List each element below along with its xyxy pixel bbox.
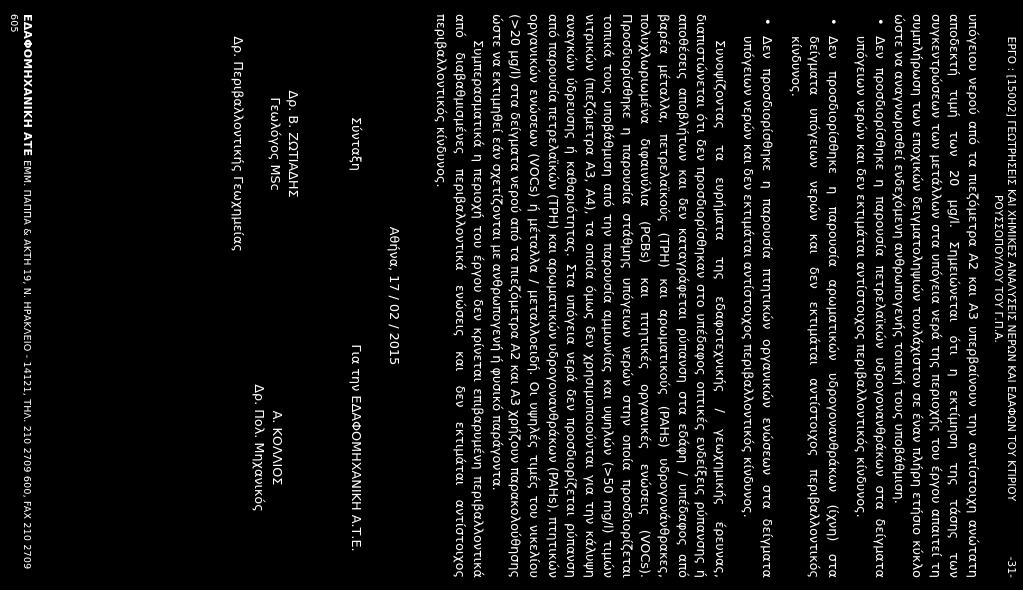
summary-paragraph: Συνοψίζοντας τα ευρήματα της εδαφοτεχνικής / γεωχημικής έρευνας, διαπιστώνεται ότι δεν προσδιορίσθηκαν στο υπέδαφος οπτικές ενδείξεις ρύπανσης ή αποθέσεις αποβλήτων και δεν καταγράφεται ρύπανση στα εδάφη / υπέδαφος από βαρέα μέταλλα, πετρελαϊκούς (TPH) και αρωματικούς (PAHs) υδρογονάνθρακες, πολυχλωριωμένα διφαινύλια (PCBs) και πτητικές οργανικές ενώσεις (VOCs). Προσδιορίσθηκε η παρουσία στάθμης υπόγειων νερών στην οποία προσδιορίζεται τοπικά τους υποβάθμιση από την παρουσία αμμωνίας και υψηλών (>50 mg/l) τιμών νιτρικών (πιεζόμετρα Α3, Α4), τα οποία όμως δεν χρησιμοποιούνται για την κάλυψη αναγκών ύδρευσης ή καθαριότητας. Στα υπόγεια νερά δεν προσδιορίζεται ρύπανση από παρουσία πετρελαϊκών (TPH) και αρωματικών υδρογονανθράκων (PAHs), πτητικών οργανικών ενώσεων (VOCs) ή μέταλλα / μεταλλοειδή. Οι υψηλές τιμές του νικελίου (>20 μg/l) στα δείγματα νερού από τα πιεζόμετρα Α2 και Α3 χρήζουν παρακολούθησης ώστε να εκτιμηθεί εάν σχετίζονται με ανθρωπογενή ή φυσικό παράγοντα. <box>488 14 727 578</box>
compiled-label: Σύνταξη <box>347 116 363 172</box>
conclusion-paragraph: Συμπερασματικά η περιοχή του έργου δεν κρίνεται επιβαρυμένη περιβαλλοντικά από διαβαθμισμένες περιβαλλοντικά ενώσεις και δεν εκτιμάται αντίστοιχος περιβαλλοντικός κίνδυνος. <box>432 14 486 578</box>
signatory-title: Δρ. Περιβαλλοντικής Γεωχημείας <box>230 36 245 252</box>
finding-item: • Δεν προσδιορίσθηκε η παρουσία πτητικών οργανικών ενώσεων στα δείγματα υπόγειων νερών και δεν εκτιμάται αντίστοιχος περιβαλλοντικός κίνδυνος. <box>738 14 775 578</box>
signatory-title: Γεωλόγος MSc <box>266 97 282 191</box>
page-footer <box>8 14 34 590</box>
place-date: Αθήνα, 17 / 02 / 2015 <box>386 226 402 366</box>
page-number: -31- <box>1005 556 1017 578</box>
footer-company: ΕΔΑΦΟΜΗΧΑΝΙΚΗ ΑΤΕ <box>21 14 34 157</box>
finding-item: • Δεν προσδιορίσθηκε η παρουσία αρωματικών υδρογονανθράκων (ίχνη) στα δείγματα υπόγειων νερών και δεν εκτιμάται αντίστοιχος περιβαλλοντικός κίνδυνος. <box>785 14 841 578</box>
page-header <box>991 14 1017 578</box>
signatory-name: Δρ. Β. ΖΩΤΙΑΔΗΣ <box>285 90 301 198</box>
finding-item: • Δεν προσδιορίσθηκε η παρουσία πετρελαϊκών υδρογονανθράκων στα δείγματα υπόγειων νερών και δεν εκτιμάται αντίστοιχος περιβαλλοντικός κίνδυνος. <box>851 14 888 578</box>
signature-left <box>227 14 363 274</box>
company-for-label: Για την ΕΔΑΦΟΜΗΧΑΝΙΚΗ Α.Τ.Ε. <box>347 344 363 552</box>
signature-right <box>227 318 363 578</box>
intro-paragraph: υπόγειου νερού από τα πιεζόμετρα Α2 και Α3 υπερβαίνουν την αντίστοιχη ανώτατη αποδεκτή τιμή των 20 μg/l. Σημειώνεται ότι η εκτίμηση της τάσης των συγκεντρώσεων των μετάλλων στα υπόγεια νερά της περιοχής του έργου απαιτεί τη συμπλήρωση των εποχικών δειγματοληψιών τουλάχιστον σε έναν πλήρη ετήσιο κύκλο ώστε να αναγνωρισθεί ενδεχόμενη ανθρωπογενής τοπική τους υποβάθμιση. <box>890 14 980 578</box>
signatory-title: Δρ. Πολ. Μηχανικός <box>250 384 266 512</box>
report-body <box>227 14 981 578</box>
signatory-name: Α. ΚΟΛΛΙΟΣ <box>269 410 285 486</box>
project-title: ΕΡΓΟ : [15002] ΓΕΩΤΡΗΣΕΙΣ ΚΑΙ ΧΗΜΙΚΕΣ ΑΝΑΛΥΣΕΙΣ ΝΕΡΩΝ ΚΑΙ ΕΔΑΦΩΝ ΤΟΥ ΚΤΙΡΙΟΥ ΡΟΥΣΣΟΠΟΥΛΟΥ ΤΟΥ Γ.Π.Α. <box>992 36 1017 502</box>
footer-address: ΕΜΜ. ΠΑΠΠΑ & ΑΚΤΗ 19, Ν. ΗΡΑΚΛΕΙΟ - 14121, ΤΗΛ. 210 2709 600, FAX 210 2709 605 <box>8 14 32 570</box>
signature-block <box>227 14 363 578</box>
findings-list <box>738 14 888 578</box>
